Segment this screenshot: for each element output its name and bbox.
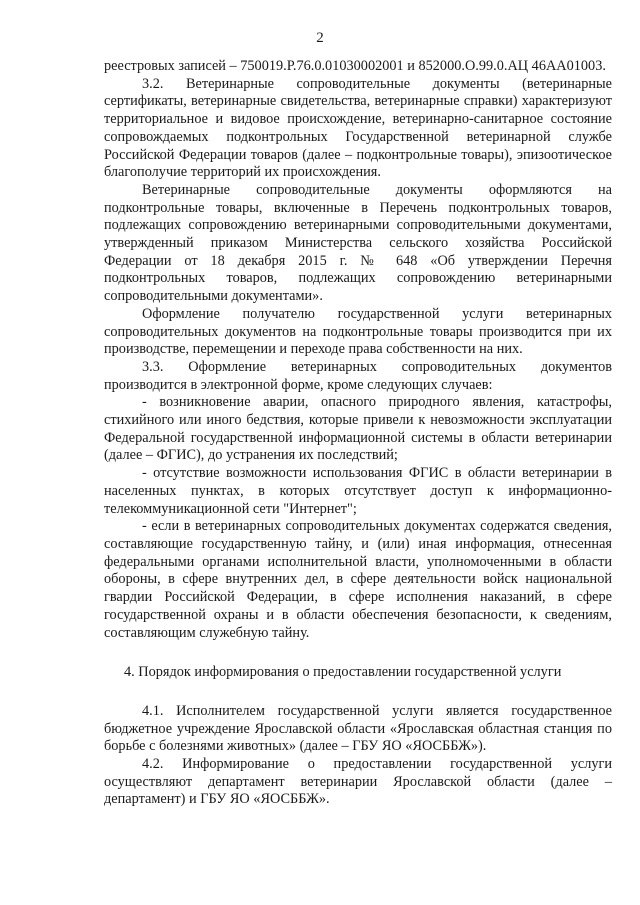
paragraph-3-3: 3.3. Оформление ветеринарных сопроводительных документов производится в электронной форме, кроме следующих случаев:	[104, 358, 612, 393]
list-item-no-internet: - отсутствие возможности использования ФГИС в области ветеринарии в населенных пунктах, в которых отсутствует доступ к информационно-телекоммуникационной сети "Интернет";	[104, 465, 612, 517]
section-heading: 4. Порядок информирования о предоставлении государственной услуги	[124, 664, 562, 681]
paragraph-4-2: 4.2. Информирование о предоставлении государственной услуги осуществляют департамент ветеринарии Ярославской области (далее – департамент) и ГБУ ЯО «ЯОСББЖ».	[104, 756, 612, 808]
paragraph-registry-records: реестровых записей – 750019.Р.76.0.01030002001 и 852000.О.99.0.АЦ 46АА01003.	[104, 58, 606, 74]
page-number: 2	[316, 30, 324, 46]
paragraph-4-1: 4.1. Исполнителем государственной услуги является государственное бюджетное учреждение Ярославской области «Ярославская областная станция по борьбе с болезнями животных» (далее – ГБУ ЯО «ЯОСББЖ»).	[104, 702, 612, 755]
document-body	[104, 58, 612, 809]
list-item-emergency: - возникновение аварии, опасного природного явления, катастрофы, стихийного или иного бедствия, которые привели к невозможности эксплуатации Федеральной государственной информационной системы в области ветеринарии (далее – ФГИС), до устранения их последствий;	[104, 394, 612, 464]
list-item-state-secret: - если в ветеринарных сопроводительных документах содержатся сведения, составляющие государственную тайну, и (или) иная информация, отнесенная федеральными органами исполнительной власти, уполномоченными в области обороны, в сфере внутренних дел, в сфере деятельности войск национальной гвардии Российской Федерации, в сфере исполнения наказаний, в сфере государственной охраны и в области обеспечения безопасности, к сведениям, составляющим служебную тайну.	[104, 518, 612, 641]
paragraph-issuance-to-recipient: Оформление получателю государственной услуги ветеринарных сопроводительных документов на подконтрольные товары производится при их производстве, перемещении и переходе права собственности на них.	[104, 305, 612, 358]
paragraph-vet-docs-issued: Ветеринарные сопроводительные документы оформляются на подконтрольные товары, включенные в Перечень подконтрольных товаров, подлежащих сопровождению ветеринарными сопроводительными документами, утвержденный приказом Министерства сельского хозяйства Российской Федерации от 18 декабря 2015 г. № 648 «Об утверждении Перечня подконтрольных товаров, подлежащих сопровождению ветеринарными сопроводительными документами».	[104, 181, 612, 305]
paragraph-3-2: 3.2. Ветеринарные сопроводительные документы (ветеринарные сертификаты, ветеринарные свидетельства, ветеринарные справки) характеризуют территориальное и видовое происхождение, ветеринарно-санитарное состояние сопровождаемых подконтрольных Государственной ветеринарной службе Российской Федерации товаров (далее – подконтрольные товары), эпизоотическое благополучие территорий их происхождения.	[104, 75, 612, 181]
